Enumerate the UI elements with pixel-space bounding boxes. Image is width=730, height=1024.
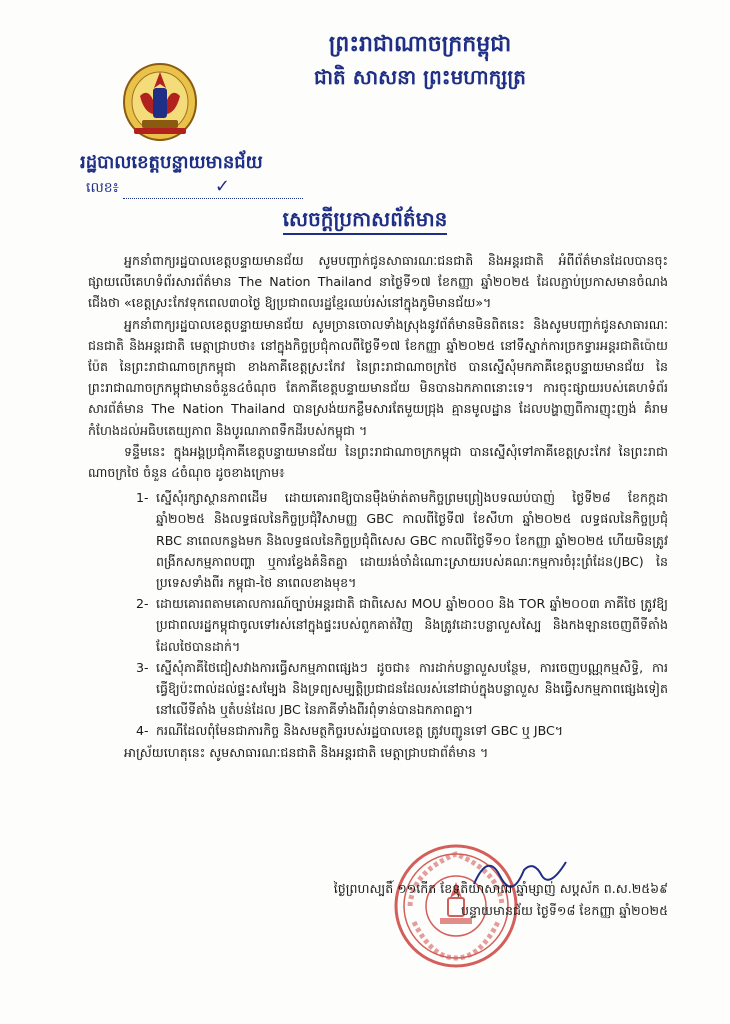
paragraph: អ្នកនាំពាក្យរដ្ឋបាលខេត្តបន្ទាយមានជ័យ សូមបញ្ជាក់ជូនសាធារណៈជនជាតិ និងអន្តរជាតិ អំពីព័ត៌មានដែលបានចុះផ្សាយលើគេហទំព័រសារព័ត៌មាន The Nation Thailand នាថ្ងៃទី១៧ ខែកញ្ញា ឆ្នាំ២០២៥ ដែលភ្ជាប់ប្រកាសមានចំណងជើងថា «ខេត្តស្រះកែវទុកពេល៣០ថ្ងៃ ឱ្យប្រជាពលរដ្ឋខ្មែរឈប់រស់នៅក្នុងភូមិមានជ័យ»។ (88, 253, 668, 311)
issuer-name: រដ្ឋបាលខេត្តបន្ទាយមានជ័យ (80, 152, 263, 173)
list-item: 3- ស្នើសុំភាគីថៃជៀសវាងការធ្វើសកម្មភាពផ្សេងៗ ដូចជា៖ ការដាក់បន្លាលួសបន្ថែម, ការចេញបណ្ណកម្មសិទ្ធិ, ការធ្វើឱ្យប៉ះពាល់ដល់ផ្ទះសម្បែង និងទ្រព្យសម្បត្តិប្រជាជនដែលរស់នៅជាប់ក្នុងបន្លាលួស និងធ្វើសកម្មភាពផ្សេងទៀតនៅលើទីតាំង ឬតំបន់ដែល JBC នៃភាគីទាំងពីរពុំទាន់បានឯកភាពគ្នា។ (136, 659, 668, 718)
number-blank (123, 176, 303, 199)
motto-heading: ជាតិ សាសនា ព្រះមហាក្សត្រ (314, 65, 526, 89)
list-item: 2- ដោយគោរពតាមគោលការណ៍ច្បាប់អន្តរជាតិ ជាពិសេស MOU ឆ្នាំ២០០០ និង TOR ឆ្នាំ២០០៣ ភាគីថៃ ត្រូវឱ្យប្រជាពលរដ្ឋកម្ពុជាចូលទៅរស់នៅក្នុងផ្ទះរបស់ពួកគាត់វិញ និងត្រូវដោះបន្លាលួសស្បៃ និងកងឡានចេញពីទីតាំងដែលថៃបានដាក់។ (136, 596, 668, 654)
list-item: 1- ស្នើសុំរក្សាស្ថានភាពដើម ដោយគោរពឱ្យបានម៉ឺងម៉ាត់តាមកិច្ចព្រមព្រៀងបទឈប់បាញ់ ថ្ងៃទី២៨ ខែកក្កដា ឆ្នាំ២០២៥ និងលទ្ធផលនៃកិច្ចប្រជុំវិសាមញ្ញ GBC កាលពីថ្ងៃទី៧ ខែសីហា ឆ្នាំ២០២៥ លទ្ធផលនៃកិច្ចប្រជុំ RBC នាពេលកន្លងមក និងលទ្ធផលនៃកិច្ចប្រជុំពិសេស GBC កាលពីថ្ងៃទី១០ ខែកញ្ញា ឆ្នាំ២០២៥ ហើយមិនត្រូវពង្រីកសកម្មភាពបញ្ហា ឬការខ្វែងគំនិតគ្នា ដោយរង់ចាំដំណោះស្រាយរបស់គណៈកម្មការចំរុះព្រំដែន(JBC) នៃប្រទេសទាំងពីរ កម្ពុជា-ថៃ នាពេលខាងមុខ។ (136, 490, 668, 591)
number-label: លេខ៖ (86, 180, 119, 196)
request-list (88, 487, 668, 741)
paragraph: ទន្ទឹមនេះ ក្នុងអង្គប្រជុំភាគីខេត្តបន្ទាយមានជ័យ នៃព្រះរាជាណាចក្រកម្ពុជា បានស្នើសុំទៅភាគីខេត្តស្រះកែវ នៃព្រះរាជាណាចក្រថៃ ចំនួន ៤ចំណុច ដូចខាងក្រោម៖ (88, 443, 668, 481)
paragraph: អ្នកនាំពាក្យរដ្ឋបាលខេត្តបន្ទាយមានជ័យ សូមច្រានចោលទាំងស្រុងនូវព័ត៌មានមិនពិតនេះ និងសូមបញ្ជាក់ជូនសាធារណៈជនជាតិ និងអន្តរជាតិ មេត្តាជ្រាបថា៖ នៅក្នុងកិច្ចប្រជុំកាលពីថ្ងៃទី១៧ ខែកញ្ញា ឆ្នាំ២០២៥ នៅទីស្នាក់ការច្រកទ្វារអន្តរជាតិប៉ោយប៉ែត នៃព្រះរាជាណាចក្រកម្ពុជា ខាងភាគីខេត្តស្រះកែវ នៃព្រះរាជាណាចក្រថៃ បានស្នើសុំមកភាគីខេត្តបន្ទាយមានជ័យ នៃព្រះរាជាណាចក្រកម្ពុជាមានចំនួន៤ចំណុច តែភាគីខេត្តបន្ទាយមានជ័យ មិនបានឯកភាពនោះទេ។ ការចុះផ្សាយរបស់គេហទំព័រសារព័ត៌មាន The Nation Thailand បានស្រង់យកខ្លឹមសារតែមួយជ្រុង គ្មានមូលដ្ឋាន ដែលបង្ហាញពីការញុះញង់ គំរាមកំហែងដល់អធិបតេយ្យភាព និងបូរណភាពទឹកដីរបស់កម្ពុជា ។ (88, 316, 668, 438)
royal-emblem-icon (120, 58, 200, 144)
kingdom-heading: ព្រះរាជាណាចក្រកម្ពុជា (328, 32, 512, 57)
reference-number (86, 178, 303, 199)
document-title: សេចក្ដីប្រកាសព័ត៌មាន (0, 206, 730, 236)
closing-statement: អាស្រ័យហេតុនេះ សូមសាធារណៈជនជាតិ និងអន្តរជាតិ មេត្តាជ្រាបជាព័ត៌មាន ។ (124, 744, 489, 760)
solar-date: បន្ទាយមានជ័យ ថ្ងៃទី១៨ ខែកញ្ញា ឆ្នាំ២០២៥ (460, 903, 668, 918)
date-block (296, 878, 668, 922)
document-body (88, 250, 668, 763)
lunar-date: ថ្ងៃព្រហស្បតិ៍ ១១កើត ខែទុតិយាសាឍ ឆ្នាំម្សាញ់ សប្តស័ក ព.ស.២៥៦៩ (333, 881, 668, 896)
list-item: 4- ករណីដែលពុំមែនជាភារកិច្ច និងសមត្ថកិច្ចរបស់រដ្ឋបាលខេត្ត ត្រូវបញ្ជូនទៅ GBC ឬ JBC។ (136, 723, 564, 739)
checkmark-icon: ✓ (214, 176, 230, 197)
